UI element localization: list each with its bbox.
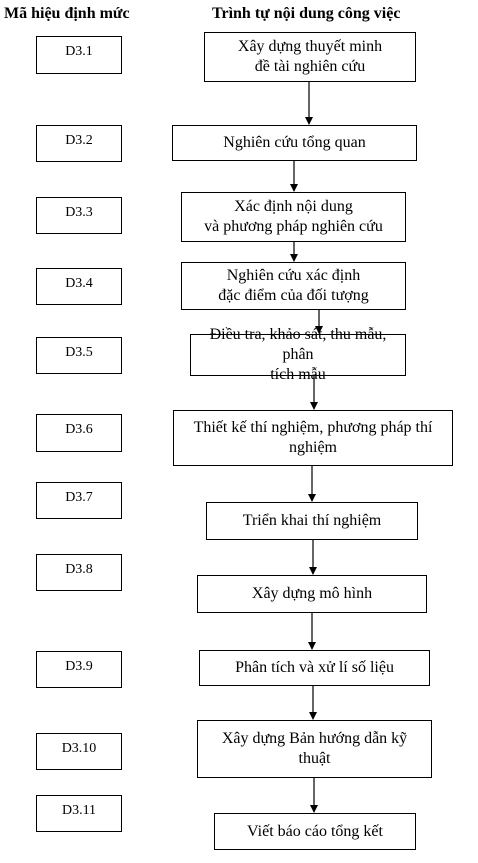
code-label: D3.3	[65, 205, 93, 220]
step-label: Xây dựng Bản hướng dẫn kỹ thuật	[221, 730, 408, 767]
code-box-d3-9	[36, 651, 122, 688]
code-column-header: Mã hiệu định mức	[4, 5, 130, 22]
code-box-d3-3	[36, 197, 122, 234]
code-label: D3.4	[65, 276, 93, 291]
step-label: Thiết kế thí nghiệm, phương pháp thí nghiệm	[193, 419, 433, 456]
code-label: D3.6	[65, 422, 93, 437]
step-label: Điều tra, khảo sát, thu mẫu, phân tích mẫu	[209, 326, 387, 383]
step-box-d3-6	[173, 410, 453, 466]
step-box-d3-10	[197, 720, 432, 778]
step-label: Nghiên cứu xác định đặc điểm của đối tượng	[218, 267, 369, 304]
code-label: D3.9	[65, 659, 93, 674]
code-label: D3.8	[65, 562, 93, 577]
step-label: Xây dựng mô hình	[251, 585, 373, 602]
step-box-d3-11	[214, 813, 416, 850]
step-box-d3-1	[204, 32, 416, 82]
step-label: Xây dựng thuyết minh đề tài nghiên cứu	[237, 38, 383, 75]
code-box-d3-5	[36, 337, 122, 374]
code-label: D3.1	[65, 44, 93, 59]
step-box-d3-9	[199, 650, 430, 686]
step-box-d3-8	[197, 575, 427, 613]
step-label: Viết báo cáo tổng kết	[247, 822, 383, 840]
code-label: D3.5	[65, 345, 93, 360]
code-box-d3-4	[36, 268, 122, 305]
step-label: Phân tích và xử lí số liệu	[235, 659, 394, 676]
code-label: D3.10	[61, 741, 97, 756]
code-label: D3.11	[61, 803, 97, 818]
step-box-d3-4	[181, 262, 406, 310]
code-box-d3-7	[36, 482, 122, 519]
step-box-d3-3	[181, 192, 406, 242]
step-box-d3-2	[172, 125, 417, 161]
code-box-d3-2	[36, 125, 122, 162]
steps-column-header: Trình tự nội dung công việc	[212, 5, 401, 22]
code-label: D3.7	[65, 490, 93, 505]
step-label: Nghiên cứu tổng quan	[223, 134, 366, 151]
code-box-d3-8	[36, 554, 122, 591]
code-box-d3-1	[36, 36, 122, 74]
code-box-d3-6	[36, 414, 122, 452]
step-label: Xác định nội dung và phương pháp nghiên cứu	[204, 198, 383, 235]
step-box-d3-5	[190, 326, 406, 383]
code-label: D3.2	[65, 133, 93, 148]
code-box-d3-11	[36, 795, 122, 832]
code-box-d3-10	[36, 733, 122, 770]
step-box-d3-7	[206, 502, 418, 540]
step-label: Triển khai thí nghiệm	[242, 512, 382, 529]
